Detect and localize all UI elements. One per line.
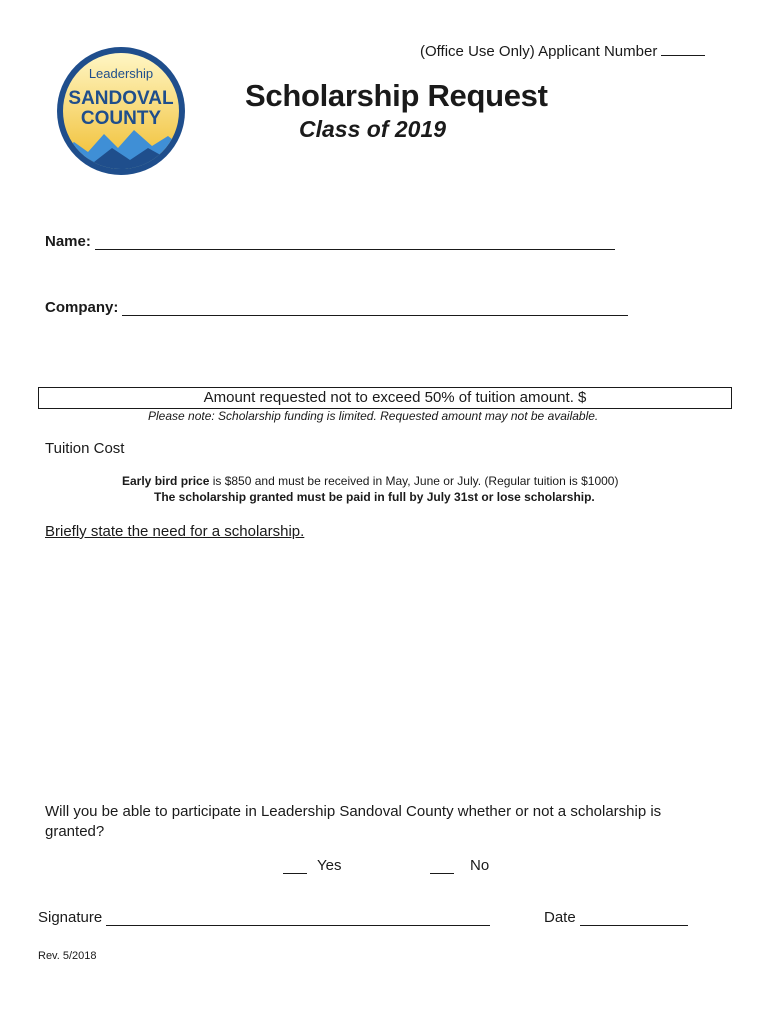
no-label: No [470, 857, 490, 874]
office-use-applicant-number [420, 42, 705, 60]
early-bird-label: Early bird price [122, 474, 210, 488]
yes-option[interactable] [283, 857, 341, 874]
logo-text-leadership: Leadership [88, 66, 154, 81]
signature-field-row [38, 909, 490, 926]
no-option[interactable] [430, 857, 489, 874]
no-checkbox-line[interactable] [430, 860, 454, 874]
name-field-row [45, 233, 615, 250]
amount-requested-field[interactable] [38, 387, 732, 409]
leadership-sandoval-county-logo [56, 44, 186, 178]
tuition-cost-heading: Tuition Cost [45, 440, 125, 457]
page-title: Scholarship Request [245, 78, 548, 113]
company-field-row [45, 299, 628, 316]
early-bird-price-text [122, 474, 618, 488]
date-field[interactable] [580, 910, 688, 926]
early-bird-detail: is $850 and must be received in May, June or July. (Regular tuition is $1000) [209, 474, 619, 488]
name-label: Name: [45, 233, 91, 250]
signature-field[interactable] [106, 910, 490, 926]
date-label: Date [544, 909, 576, 926]
amount-requested-label: Amount requested not to exceed 50% of tuition amount. $ [203, 389, 587, 406]
logo-emblem [56, 44, 186, 178]
applicant-number-field[interactable] [661, 42, 705, 56]
date-field-row [544, 909, 688, 926]
revision-note: Rev. 5/2018 [38, 950, 97, 962]
participation-question: Will you be able to participate in Leadership Sandoval County whether or not a scholarship is granted? [45, 803, 662, 840]
signature-label: Signature [38, 909, 103, 926]
name-field[interactable] [95, 234, 615, 250]
amount-note: Please note: Scholarship funding is limited. Requested amount may not be available. [148, 409, 599, 423]
yes-label: Yes [317, 857, 342, 874]
logo-text-sandoval: SANDOVAL [68, 88, 174, 109]
yes-checkbox-line[interactable] [283, 860, 307, 874]
office-use-label: (Office Use Only) Applicant Number [420, 43, 658, 60]
page-subtitle: Class of 2019 [299, 116, 447, 142]
scholarship-need-heading: Briefly state the need for a scholarship. [45, 523, 305, 540]
logo-text-county: COUNTY [80, 108, 162, 129]
company-field[interactable] [122, 300, 628, 316]
payment-deadline-text: The scholarship granted must be paid in full by July 31st or lose scholarship. [154, 490, 595, 504]
company-label: Company: [45, 299, 119, 316]
